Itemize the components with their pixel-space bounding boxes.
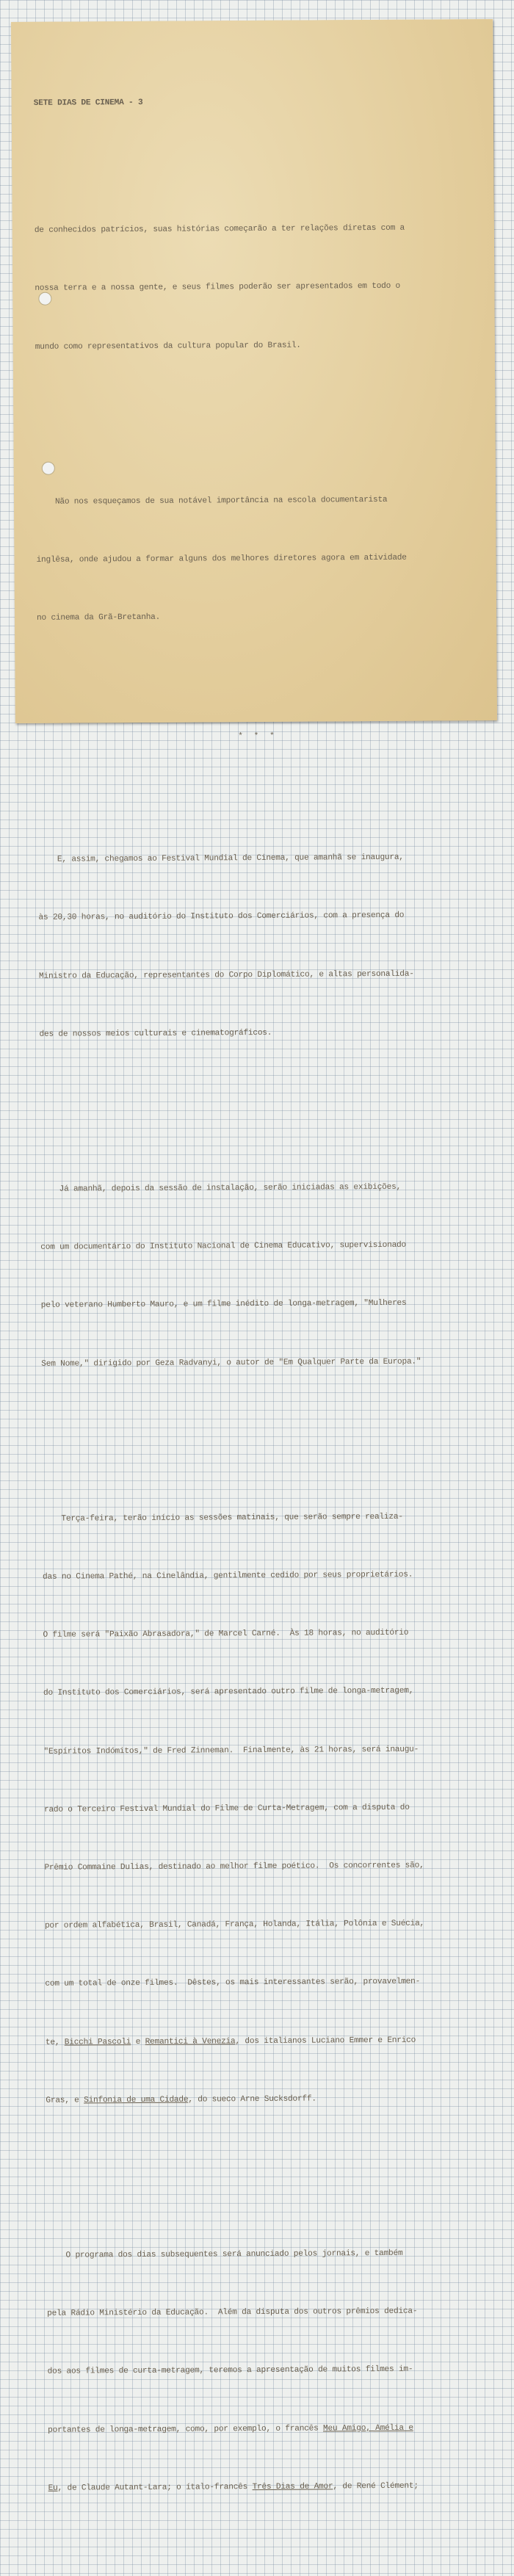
text-line: O programa dos dias subsequentes será anunciado pelos jornais, e também xyxy=(46,2248,403,2260)
text-line: Sem Nome," dirigido por Geza Radvanyi, o autor de "Em Qualquer Parte da Europa." xyxy=(41,1357,421,1369)
text-line xyxy=(48,2476,489,2498)
text-line: por ordem alfabética, Brasil, Canadá, França, Holanda, Itália, Polônia e Suécia, xyxy=(44,1919,425,1931)
typed-text xyxy=(33,52,489,2576)
text-line: Terça-feira, terão início as sessões matinais, que serão sempre realiza- xyxy=(42,1512,403,1524)
text-line xyxy=(46,2088,486,2110)
text-line xyxy=(46,2030,486,2052)
film-title: Sinfonia de uma Cidade xyxy=(84,2095,189,2105)
text-line: nossa terra e a nossa gente, e seus filmes poderão ser apresentados em todo o xyxy=(35,282,401,294)
text-line: rado o Terceiro Festival Mundial do Filme de Curta-Metragem, com a disputa do xyxy=(43,1803,410,1815)
text-span: , dos italianos Luciano Emmer e Enrico xyxy=(235,2036,416,2046)
text-line: com um documentário do Instituto Nacional de Cinema Educativo, supervisionado xyxy=(40,1240,407,1252)
film-title: Remantici à Venezia xyxy=(145,2036,236,2047)
text-line: Não nos esqueçamos de sua notável importância na escola documentarista xyxy=(36,495,388,507)
film-title: Meu Amigo, Amélia e xyxy=(322,2423,413,2434)
text-line: inglêsa, onde ajudou a formar alguns dos melhores diretores agora em atividade xyxy=(36,553,407,565)
text-line: das no Cinema Pathé, na Cinelândia, gentilmente cedido por seus proprietários. xyxy=(42,1570,413,1582)
text-line: mundo como representativos da cultura popular do Brasil. xyxy=(35,341,301,352)
text-line xyxy=(48,2418,488,2440)
text-span: , do sueco Arne Sucksdorff. xyxy=(188,2094,316,2105)
film-title: Três Dias de Amor xyxy=(252,2482,333,2492)
text-line: de conhecidos patrícios, suas histórias começarão a ter relações diretas com a xyxy=(34,223,405,236)
text-line: pela Rádio Ministério da Educação. Além da disputa dos outros prêmios dedica- xyxy=(47,2307,418,2319)
film-title: Bicchi Pascoli xyxy=(64,2037,131,2047)
text-span: e xyxy=(131,2037,145,2047)
text-line: com um total de onze filmes. Dêstes, os mais interessantes serão, provavelmen- xyxy=(45,1978,421,1989)
text-line: E, assim, chegamos ao Festival Mundial de Cinema, que amanhã se inaugura, xyxy=(38,853,404,864)
text-line: Prêmio Commaine Dulias, destinado ao melhor filme poético. Os concorrentes são, xyxy=(44,1861,424,1873)
text-span: te, xyxy=(45,2038,65,2047)
text-line: Já amanhã, depois da sessão de instalação, serão iniciadas as exibições, xyxy=(40,1182,402,1194)
text-span: Gras, e xyxy=(46,2096,84,2105)
document-page xyxy=(11,19,497,2493)
text-line: dos aos filmes de curta-metragem, teremos a apresentação de muitos filmes im- xyxy=(47,2365,413,2377)
text-line: pelo veterano Humberto Mauro, e um filme inédito de longa-metragem, "Mulheres xyxy=(40,1299,407,1311)
text-span: , de René Clément; xyxy=(333,2481,419,2492)
paragraph xyxy=(46,2204,489,2536)
section-separator: * * * xyxy=(238,731,278,741)
text-line: no cinema da Grã-Bretanha. xyxy=(37,613,161,623)
paragraph xyxy=(38,808,480,1082)
text-line: O filme será "Paixão Abrasadora," de Marcel Carné. Às 18 horas, no auditório xyxy=(43,1628,409,1640)
text-line: às 20,30 horas, no auditório do Instituto dos Comerciários, com a presença do xyxy=(38,911,405,923)
text-line: do Instituto dos Comerciários, será apresentado outro filme de longa-metragem, xyxy=(43,1687,414,1698)
text-span: , de Claude Autant-Lara; o ítalo-francês xyxy=(57,2482,253,2493)
text-span: portantes de longa-metragem, como, por exemplo, o francês xyxy=(48,2424,324,2435)
paragraph xyxy=(36,451,478,667)
paragraph xyxy=(42,1468,487,2149)
paragraph xyxy=(34,180,476,396)
text-line: des de nossos meios culturais e cinematográficos. xyxy=(39,1028,272,1039)
text-line: Ministro da Educação, representantes do Corpo Diplomático, e altas personalida- xyxy=(38,969,414,981)
text-line: "Espíritos Indómitos," de Fred Zinneman. Finalmente, às 21 horas, será inaugu- xyxy=(43,1745,419,1756)
paragraph xyxy=(40,1138,482,1412)
film-title: Eu xyxy=(48,2483,58,2493)
page-header: SETE DIAS DE CINEMA - 3 xyxy=(33,98,143,108)
